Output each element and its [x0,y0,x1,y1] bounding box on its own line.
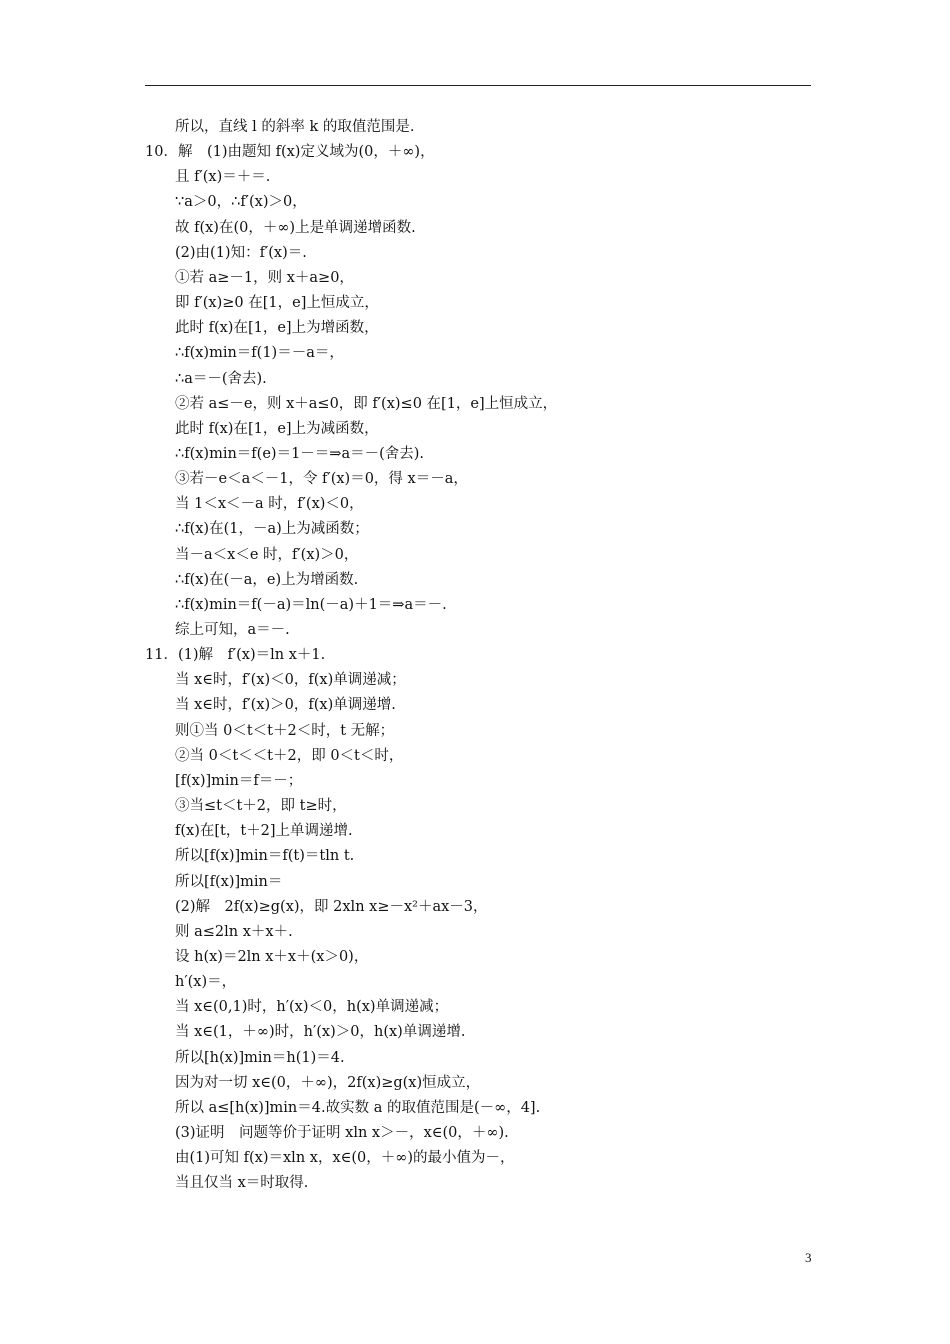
text-line: ②当 0＜t＜＜t＋2，即 0＜t＜时， [175,747,404,764]
text-line: 即 f′(x)≥0 在[1，e]上恒成立， [175,295,379,312]
text-line: ∴f(x)在(－a，e)上为增函数. [175,571,359,588]
text-line: (2)解 2f(x)≥g(x)，即 2xln x≥－x²＋ax－3， [175,898,488,915]
text-line: 当 1＜x＜－a 时，f′(x)＜0， [175,496,364,513]
text-line: [f(x)]min＝f＝－； [175,772,303,789]
text-line: h′(x)＝， [175,974,237,991]
text-line: 所以 a≤[h(x)]min＝4.故实数 a 的取值范围是(－∞，4]. [175,1099,541,1116]
text-line: (2)由(1)知：f′(x)＝. [175,244,307,261]
text-line: 所以[f(x)]min＝ [175,873,283,890]
text-line: ∴f(x)min＝f(e)＝1－＝⇒a＝－(舍去). [175,445,425,462]
text-line: 10．解 (1)由题知 f(x)定义域为(0，＋∞)， [145,144,435,161]
text-line: 所以[h(x)]min＝h(1)＝4. [175,1049,345,1066]
text-line: 综上可知，a＝－. [175,622,290,638]
text-line: 11．(1)解 f′(x)＝ln x＋1. [145,647,326,664]
text-line: ②若 a≤－e，则 x＋a≤0，即 f′(x)≤0 在[1，e]上恒成立， [175,395,558,412]
text-line: 当－a＜x＜e 时，f′(x)＞0， [175,546,359,563]
text-line: 因为对一切 x∈(0，＋∞)，2f(x)≥g(x)恒成立， [175,1074,481,1091]
text-line: ∴f(x)min＝f(1)＝－a＝， [175,345,344,362]
text-line: ∴f(x)在(1，－a)上为减函数； [175,521,369,538]
text-line: 故 f(x)在(0，＋∞)上是单调递增函数. [175,219,416,236]
text-line: f(x)在[t，t＋2]上单调递增. [175,823,353,840]
text-line: ③若－e＜a＜－1，令 f′(x)＝0，得 x＝－a， [175,471,468,488]
text-line: 设 h(x)＝2ln x＋x＋(x＞0)， [175,948,369,965]
text-line: 则①当 0＜t＜t＋2＜时，t 无解； [175,722,395,739]
text-line: 所以[f(x)]min＝f(t)＝tln t. [175,848,355,865]
header-rule [145,85,811,86]
text-line: 由(1)可知 f(x)＝xln x，x∈(0，＋∞)的最小值为－， [175,1150,515,1167]
text-line: 当 x∈(1，＋∞)时，h′(x)＞0，h(x)单调递增. [175,1024,466,1041]
page-number: 3 [805,1250,812,1265]
text-line: 则 a≤2ln x＋x＋. [175,923,293,940]
text-line: 且 f′(x)＝＋＝. [175,169,271,186]
text-line: 当 x∈(0,1)时，h′(x)＜0，h(x)单调递减； [175,999,449,1016]
text-line: 当 x∈时，f′(x)＞0，f(x)单调递增. [175,697,396,714]
text-line: ①若 a≥－1，则 x＋a≥0， [175,269,354,286]
text-line: ∴f(x)min＝f(－a)＝ln(－a)＋1＝⇒a＝－. [175,596,447,613]
text-line: ∴a＝－(舍去). [175,370,267,387]
text-line: 当 x∈时，f′(x)＜0，f(x)单调递减； [175,672,406,689]
text-line: 所以，直线 l 的斜率 k 的取值范围是. [175,119,415,135]
text-line: 此时 f(x)在[1，e]上为减函数， [175,420,379,437]
text-line: 此时 f(x)在[1，e]上为增函数， [175,320,379,337]
text-line: (3)证明 问题等价于证明 xln x＞－，x∈(0，＋∞). [175,1125,509,1141]
text-line: 当且仅当 x＝时取得. [175,1175,309,1192]
text-line: ∵a＞0，∴f′(x)＞0， [175,194,307,211]
text-line: ③当≤t＜t＋2，即 t≥时， [175,798,347,815]
